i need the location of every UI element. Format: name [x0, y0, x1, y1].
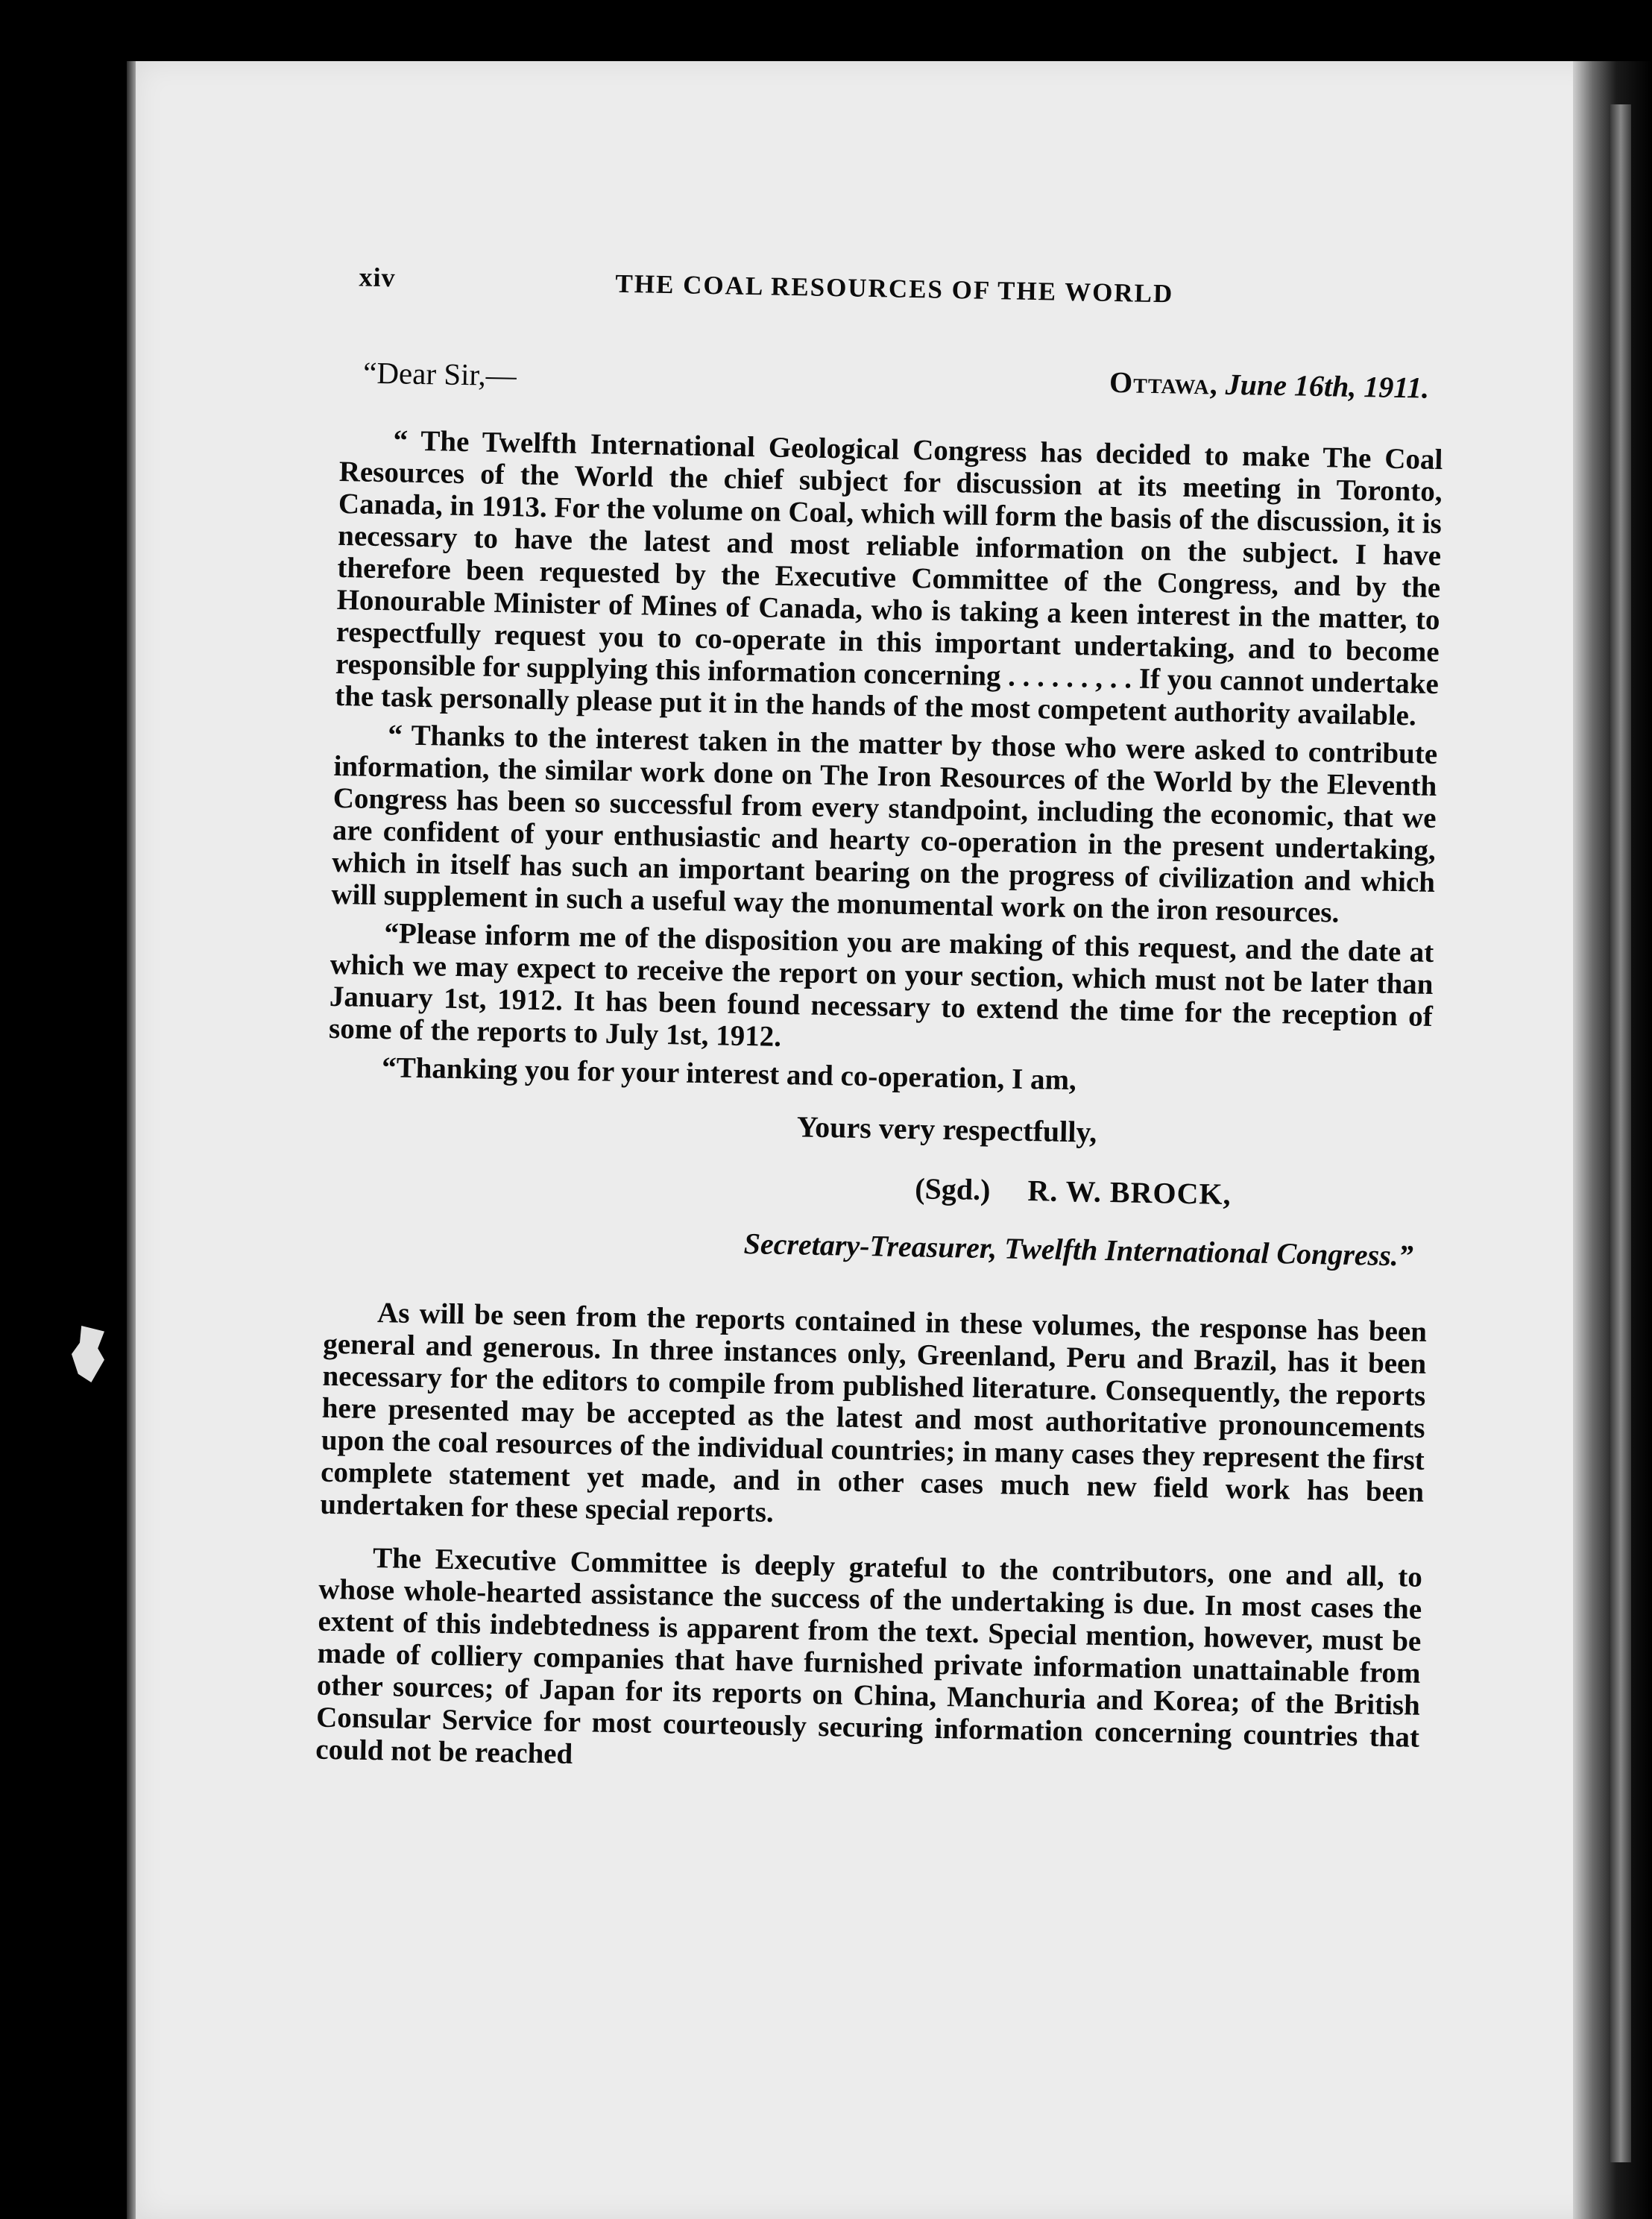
page-number: xiv	[359, 262, 396, 293]
signed-line	[915, 1172, 1232, 1210]
signature-block	[324, 1089, 1431, 1295]
letter-paragraph: “Please inform me of the disposition you are making of this request, and the date at which we may expect to receive the report on your section, which must not be later than January 1st, 1912. It has been found necessary to extend the time for the reception of some of the reports to July 1st, 1912.	[328, 917, 1434, 1053]
salutation: “Dear Sir,—	[362, 355, 517, 393]
body-paragraph: The Executive Committee is deeply grateful to the contributors, one and all, to whose whole-hearted assistance the success of the undertaking is due. In most cases the extent of this indebtedness is apparent from the text. Special mention, however, must be made of colliery companies that have furnished private information unattainable from other sources; of Japan for its reports on China, Manchuria and Korea; of the British Consular Service for most courteously securing information concerning countries that could not be reached	[315, 1542, 1423, 1770]
dateline-date: June 16th, 1911.	[1225, 367, 1430, 405]
letter-header	[341, 356, 1445, 421]
letter-paragraph: “Thanking you for your interest and co-operation, I am,	[381, 1051, 1077, 1097]
paper-tear-mark	[72, 1326, 104, 1382]
letter-body	[328, 424, 1443, 1103]
page-text	[315, 261, 1446, 1786]
running-title: THE COAL RESOURCES OF THE WORLD	[615, 268, 1174, 309]
dateline-city: Ottawa,	[1109, 365, 1219, 401]
body-paragraph: As will be seen from the reports contained in these volumes, the response has been general and generous. In three instances only, Greenland, Peru and Brazil, has it been necessary for the editors to compile from published literature. Consequently, the reports here presented may be accepted as the latest and most authoritative pronouncements upon the coal resources of the individual countries; in many cases they represent the first complete statement yet made, and in other cases much new field work has been undertaken for these special reports.	[320, 1297, 1428, 1529]
letter-paragraph: “ Thanks to the interest taken in the matter by those who were asked to contribute information, the similar work done on The Iron Resources of the World by the Eleventh Congress has been so successful from every standpoint, including the economic, that we are confident of your enthusiastic and hearty co-operation in the present undertaking, which in itself has such an important bearing on the progress of civilization and which will supplement in such a useful way the monumental work on the iron resources.	[331, 719, 1438, 929]
signatory-office: Secretary-Treasurer, Twelfth International Congress.”	[743, 1227, 1414, 1273]
sgd-mark: (Sgd.)	[914, 1171, 991, 1207]
signatory-name: R. W. BROCK,	[1027, 1174, 1232, 1212]
binding-strip	[1610, 104, 1631, 2162]
dateline	[1109, 366, 1430, 404]
letter-paragraph: “ The Twelfth International Geological Congress has decided to make The Coal Resources of the World the chief subject for discussion at its meeting in Toronto, Canada, in 1913. For the volume on Coal, which will form the basis of the discussion, it is necessary to have the latest and most reliable information on the subject. I have therefore been requested by the Executive Committee of the Congress, and by the Honourable Minister of Mines of Canada, who is taking a keen interest in the matter, to respectfully request you to co-operate in this important undertaking, and to become responsible for supplying this information concerning . . . . . . , . . If you cannot undertake the task personally please put it in the hands of the most competent authority available.	[334, 424, 1443, 732]
complimentary-close: Yours very respectfully,	[796, 1110, 1097, 1149]
main-body	[315, 1296, 1427, 1786]
